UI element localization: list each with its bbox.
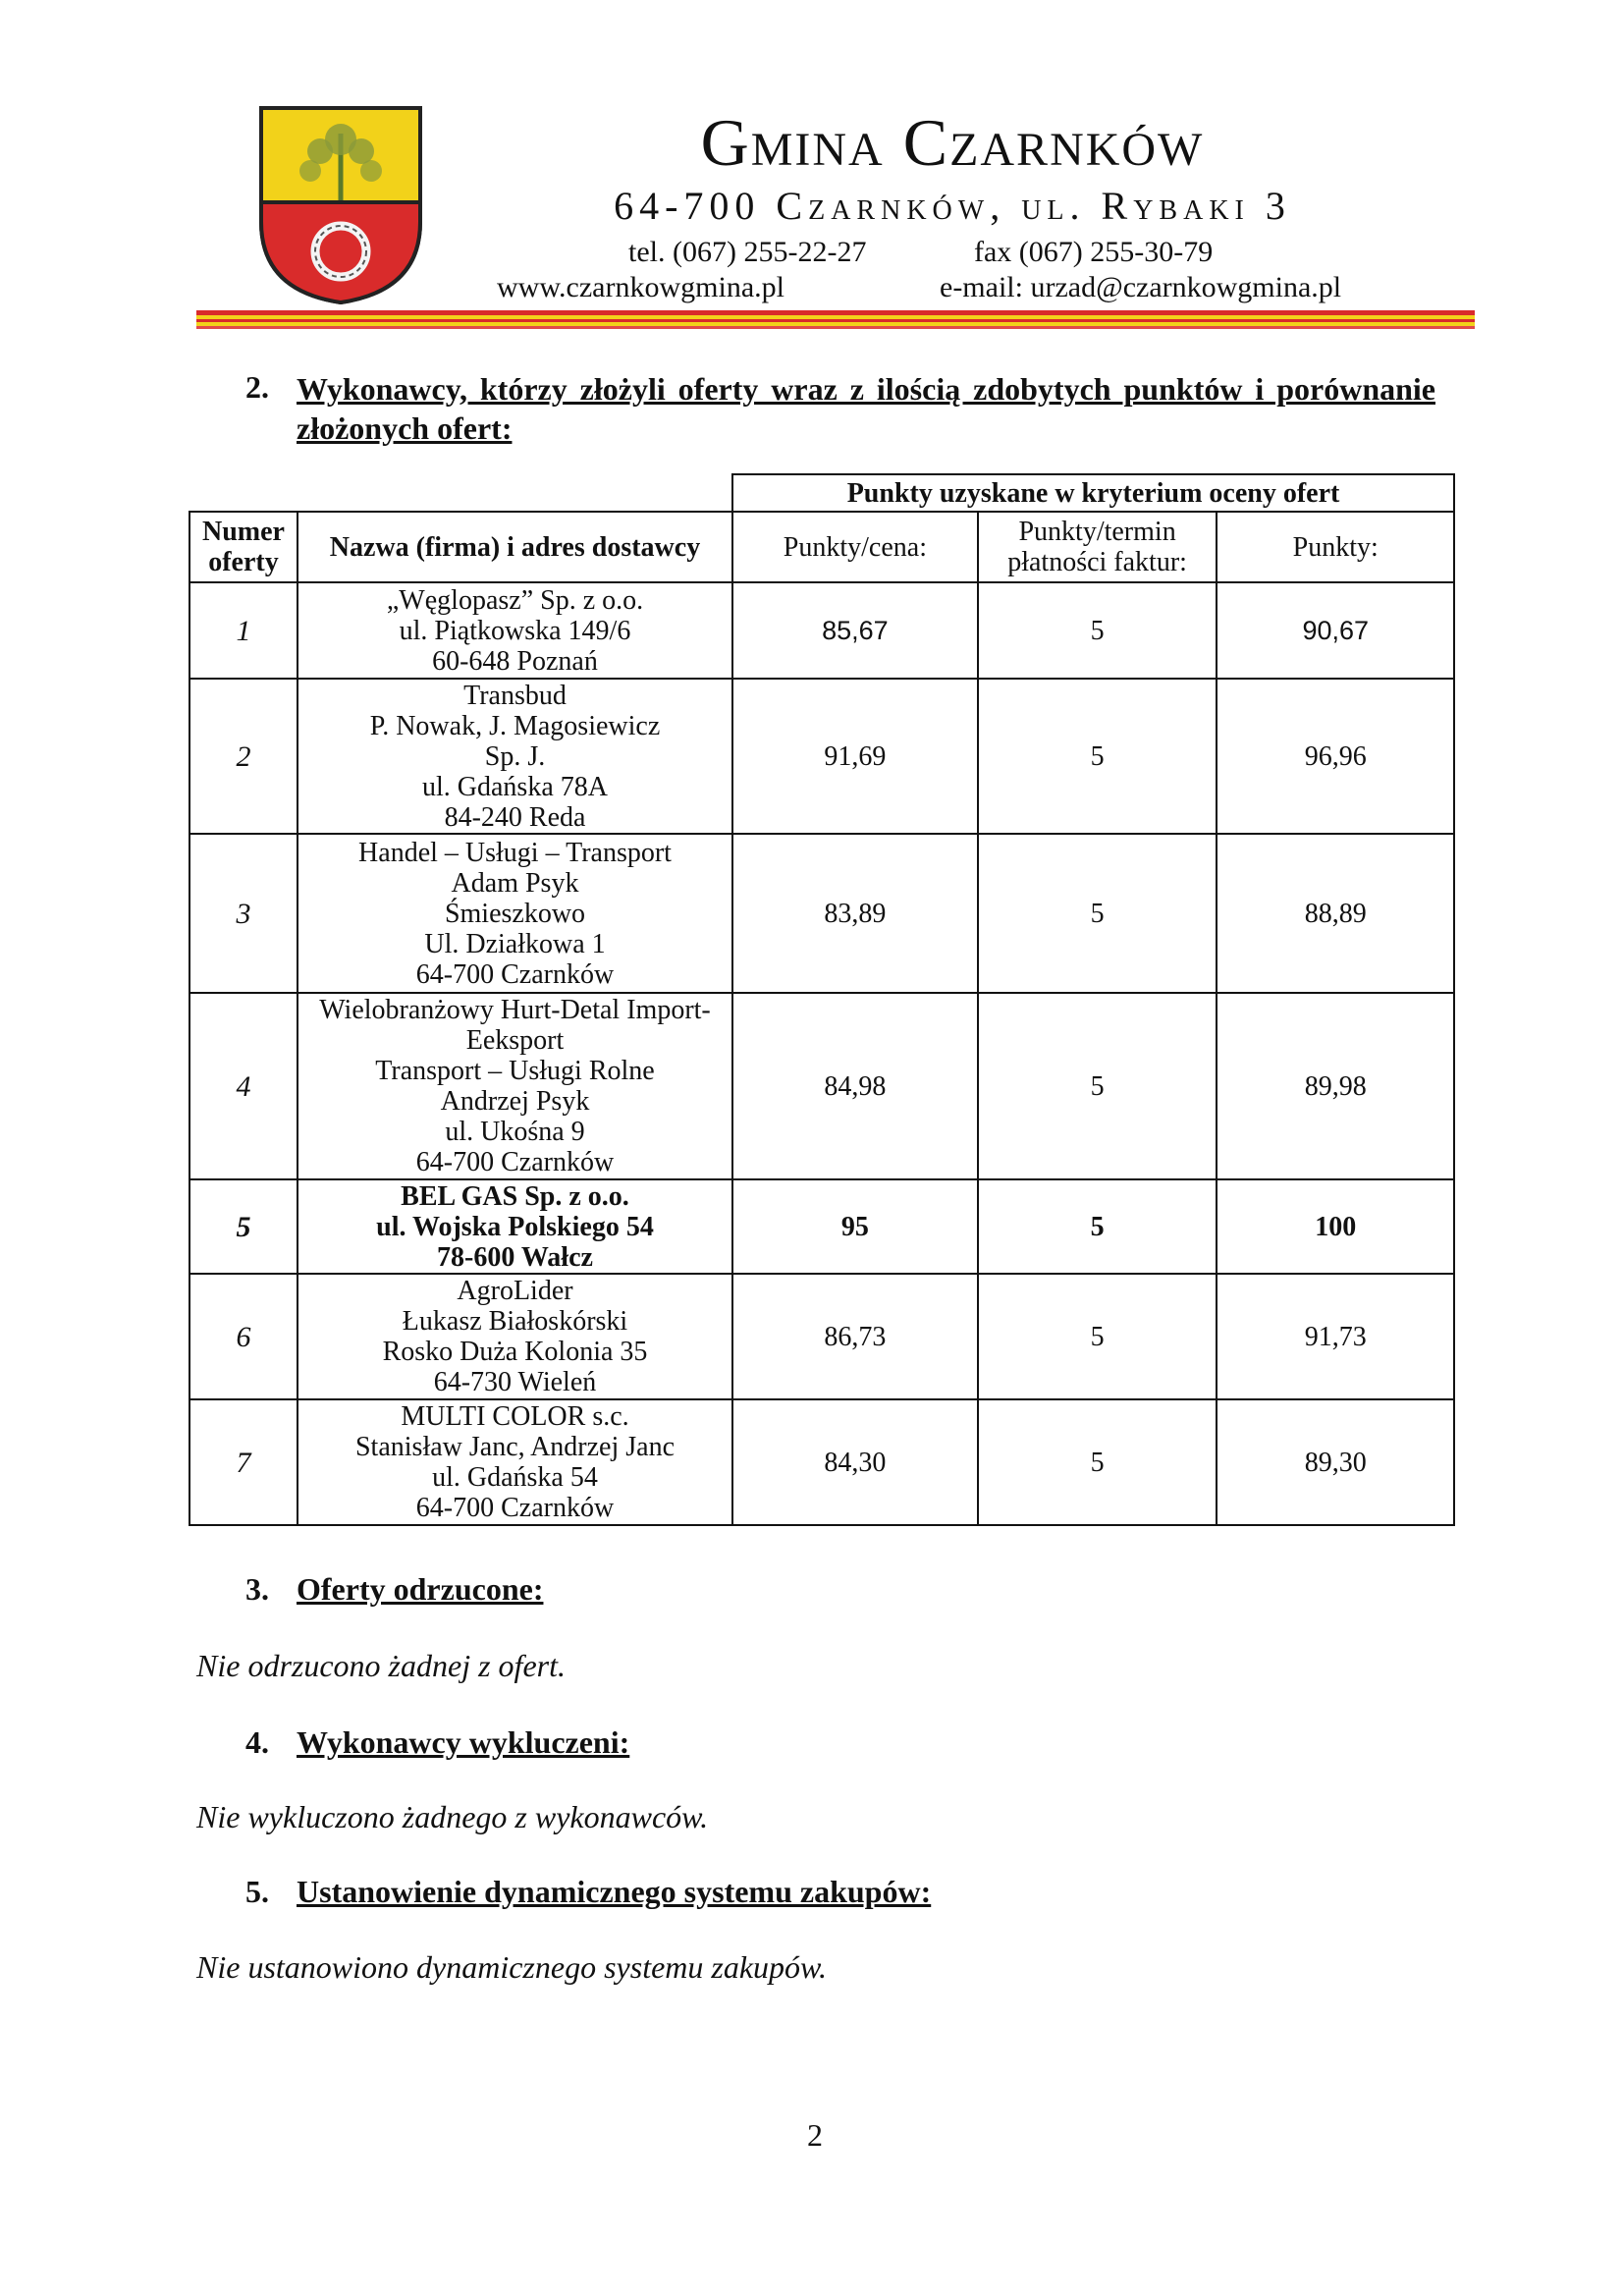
supplier-address-line: Wielobranżowy Hurt-Detal Import- <box>319 995 711 1025</box>
price-points: 83,89 <box>732 834 978 993</box>
supplier-name-address <box>298 1179 732 1274</box>
term-points: 5 <box>978 582 1217 679</box>
supplier-address-line: Adam Psyk <box>451 867 579 899</box>
table-header-row <box>189 512 1454 582</box>
supplier-address-line: Transbud <box>463 680 567 711</box>
offer-row <box>189 993 1454 1179</box>
offer-number: 5 <box>189 1179 298 1274</box>
term-points: 5 <box>978 834 1217 993</box>
supplier-address-line: MULTI COLOR s.c. <box>401 1401 629 1432</box>
total-points: 89,30 <box>1217 1399 1454 1525</box>
municipality-title: Gmina Czarnków <box>700 105 1205 180</box>
supplier-name-address <box>298 993 732 1179</box>
office-address: 64-700 Czarnków, ul. Rybaki 3 <box>614 184 1291 228</box>
section-2-number: 2. <box>245 369 269 405</box>
supplier-address-line: 78-600 Wałcz <box>437 1241 593 1273</box>
supplier-address-line: Rosko Duża Kolonia 35 <box>382 1337 648 1367</box>
supplier-address-line: Ul. Działkowa 1 <box>424 928 606 959</box>
price-points: 86,73 <box>732 1274 978 1399</box>
total-points: 96,96 <box>1217 679 1454 834</box>
supplier-address-line: 64-700 Czarnków <box>415 958 615 990</box>
section-3-number: 3. <box>245 1571 269 1607</box>
email-address: e-mail: urzad@czarnkowgmina.pl <box>940 271 1342 303</box>
supplier-name-address <box>298 1274 732 1399</box>
supplier-address-line: Łukasz Białoskórski <box>402 1306 628 1337</box>
term-points: 5 <box>978 1399 1217 1525</box>
supplier-address-line: BEL GAS Sp. z o.o. <box>401 1180 629 1212</box>
total-points: 91,73 <box>1217 1274 1454 1399</box>
offer-number: 1 <box>189 582 298 679</box>
section-2-title: Wykonawcy, którzy złożyli oferty wraz z ilością zdobytych punktów i porównanie złożonych ofert: <box>297 371 1435 446</box>
criteria-group-header: Punkty uzyskane w kryterium oceny ofert <box>732 474 1454 512</box>
term-points: 5 <box>978 993 1217 1179</box>
price-points: 84,30 <box>732 1399 978 1525</box>
section-4-note: Nie wykluczono żadnego z wykonawców. <box>196 1799 709 1834</box>
website-url: www.czarnkowgmina.pl <box>497 271 784 303</box>
supplier-address-line: ul. Ukośna 9 <box>445 1117 585 1147</box>
price-points: 95 <box>732 1179 978 1274</box>
supplier-address-line: Sp. J. <box>484 740 546 772</box>
offer-number: 2 <box>189 679 298 834</box>
section-5-number: 5. <box>245 1874 269 1909</box>
supplier-address-line: 64-730 Wieleń <box>433 1367 597 1397</box>
total-points: 88,89 <box>1217 834 1454 993</box>
col-header-total-points: Punkty: <box>1217 512 1454 582</box>
supplier-address-line: Handel – Usługi – Transport <box>358 837 672 868</box>
section-3-title: Oferty odrzucone: <box>297 1571 544 1607</box>
col-header-term-points: Punkty/termin płatności faktur: <box>978 512 1217 582</box>
header-stripe-red <box>196 326 1475 329</box>
supplier-address-line: 64-700 Czarnków <box>415 1493 615 1523</box>
offer-row <box>189 1274 1454 1399</box>
coat-of-arms-icon <box>257 104 424 306</box>
price-points: 84,98 <box>732 993 978 1179</box>
supplier-name-address <box>298 1399 732 1525</box>
offers-table <box>189 473 1455 1526</box>
col-header-number: Numer oferty <box>189 512 298 582</box>
supplier-address-line: Transport – Usługi Rolne <box>375 1056 655 1086</box>
offer-row <box>189 834 1454 993</box>
section-5-note: Nie ustanowiono dynamicznego systemu zakupów. <box>196 1949 828 1985</box>
section-4-number: 4. <box>245 1724 269 1760</box>
supplier-address-line: Stanisław Janc, Andrzej Janc <box>354 1432 676 1462</box>
offer-row <box>189 1179 1454 1274</box>
offer-row <box>189 1399 1454 1525</box>
price-points: 91,69 <box>732 679 978 834</box>
supplier-address-line: Śmieszkowo <box>444 898 586 929</box>
offer-row <box>189 582 1454 679</box>
supplier-address-line: AgroLider <box>457 1276 573 1306</box>
col-header-price-points: Punkty/cena: <box>732 512 978 582</box>
page-number: 2 <box>807 2117 823 2153</box>
supplier-address-line: P. Nowak, J. Magosiewicz <box>369 710 661 741</box>
supplier-address-line: „Węglopasz” Sp. z o.o. <box>386 584 644 616</box>
supplier-name-address <box>298 679 732 834</box>
supplier-name-address <box>298 834 732 993</box>
col-header-name: Nazwa (firma) i adres dostawcy <box>298 512 732 582</box>
section-5-title: Ustanowienie dynamicznego systemu zakupów: <box>297 1874 932 1909</box>
section-4-title: Wykonawcy wykluczeni: <box>297 1724 630 1760</box>
supplier-name-address <box>298 582 732 679</box>
term-points: 5 <box>978 679 1217 834</box>
total-points: 89,98 <box>1217 993 1454 1179</box>
supplier-address-line: ul. Wojska Polskiego 54 <box>376 1211 654 1242</box>
offer-number: 3 <box>189 834 298 993</box>
supplier-address-line: Eeksport <box>465 1025 565 1056</box>
supplier-address-line: ul. Gdańska 54 <box>432 1462 598 1493</box>
section-3-note: Nie odrzucono żadnej z ofert. <box>196 1648 566 1683</box>
supplier-address-line: Andrzej Psyk <box>440 1086 590 1117</box>
supplier-address-line: 84-240 Reda <box>444 801 586 833</box>
total-points: 100 <box>1217 1179 1454 1274</box>
telephone-number: tel. (067) 255-22-27 <box>628 236 867 268</box>
supplier-address-line: ul. Piątkowska 149/6 <box>399 615 631 646</box>
supplier-address-line: 60-648 Poznań <box>432 645 598 677</box>
fax-number: fax (067) 255-30-79 <box>974 236 1214 268</box>
offer-row <box>189 679 1454 834</box>
term-points: 5 <box>978 1274 1217 1399</box>
supplier-address-line: ul. Gdańska 78A <box>422 771 608 802</box>
term-points: 5 <box>978 1179 1217 1274</box>
offer-number: 7 <box>189 1399 298 1525</box>
total-points: 90,67 <box>1217 582 1454 679</box>
offer-number: 6 <box>189 1274 298 1399</box>
supplier-address-line: 64-700 Czarnków <box>415 1147 615 1177</box>
price-points: 85,67 <box>732 582 978 679</box>
offer-number: 4 <box>189 993 298 1179</box>
table-corner-blank <box>189 474 732 512</box>
